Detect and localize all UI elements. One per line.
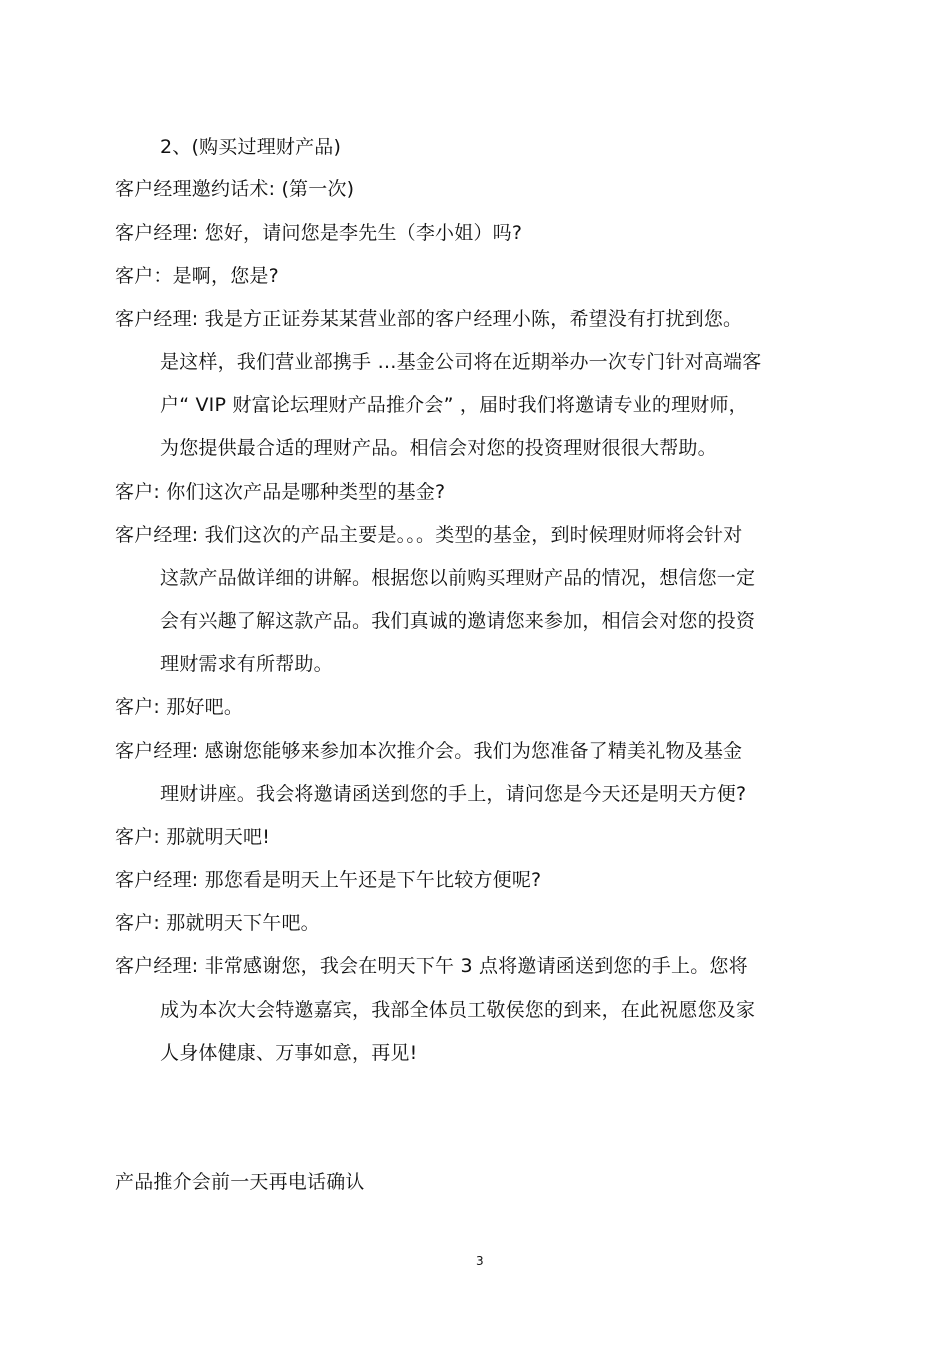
dialogue-line: 客户: 那好吧。 [115, 696, 244, 718]
dialogue-continuation: 理财需求有所帮助。 [160, 653, 333, 675]
dialogue-line: 客户经理: 我是方正证券某某营业部的客户经理小陈，希望没有打扰到您。 [115, 308, 743, 330]
dialogue-continuation: 会有兴趣了解这款产品。我们真诚的邀请您来参加，相信会对您的投资 [160, 610, 756, 632]
dialogue-line: 客户：是啊，您是? [115, 265, 279, 287]
dialogue-line: 客户经理: 那您看是明天上午还是下午比较方便呢? [115, 869, 542, 891]
dialogue-continuation: 成为本次大会特邀嘉宾，我部全体员工敬侯您的到来，在此祝愿您及家 [160, 999, 756, 1021]
dialogue-continuation: 人身体健康、万事如意，再见! [160, 1042, 418, 1064]
dialogue-line: 客户: 你们这次产品是哪种类型的基金? [115, 481, 446, 503]
dialogue-continuation: 为您提供最合适的理财产品。相信会对您的投资理财很很大帮助。 [160, 437, 717, 459]
dialogue-continuation: 户“ VIP 财富论坛理财产品推介会” ，届时我们将邀请专业的理财师， [160, 394, 748, 416]
dialogue-line: 客户: 那就明天下午吧。 [115, 912, 320, 934]
dialogue-line: 客户经理: 我们这次的产品主要是。。。类型的基金，到时候理财师将会针对 [115, 524, 743, 546]
dialogue-continuation: 理财讲座。我会将邀请函送到您的手上，请问您是今天还是明天方便? [160, 783, 747, 805]
dialogue-line: 客户: 那就明天吧! [115, 826, 271, 848]
script-title: 客户经理邀约话术: (第一次) [115, 178, 355, 200]
closing-note: 产品推介会前一天再电话确认 [115, 1171, 365, 1193]
dialogue-continuation: 是这样，我们营业部携手 …基金公司将在近期举办一次专门针对高端客 [160, 351, 762, 373]
section-heading: 2、(购买过理财产品) [160, 136, 342, 158]
dialogue-line: 客户经理: 非常感谢您，我会在明天下午 3 点将邀请函送到您的手上。您将 [115, 955, 748, 977]
dialogue-line: 客户经理: 您好，请问您是李先生（李小姐）吗? [115, 222, 523, 244]
page-number: 3 [476, 1254, 484, 1268]
dialogue-line: 客户经理: 感谢您能够来参加本次推介会。我们为您准备了精美礼物及基金 [115, 740, 743, 762]
dialogue-continuation: 这款产品做详细的讲解。根据您以前购买理财产品的情况，想信您一定 [160, 567, 756, 589]
